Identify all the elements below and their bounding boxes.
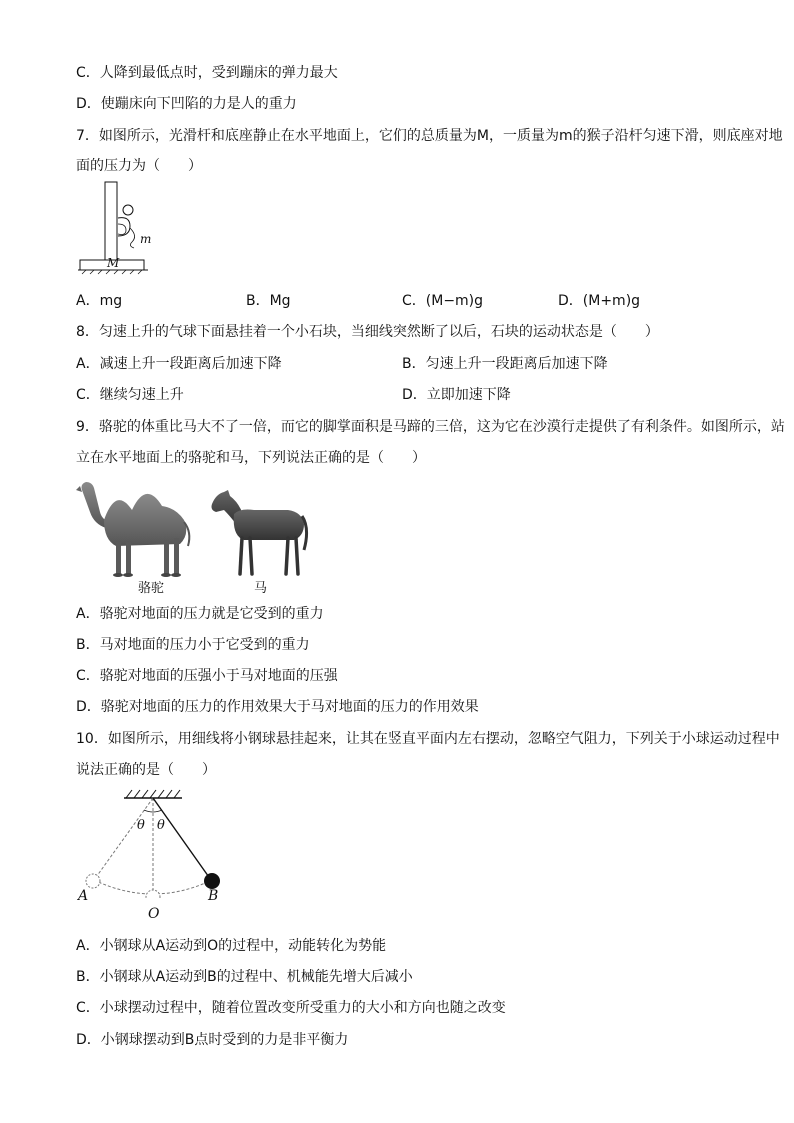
q7-option-b: B．Mg bbox=[246, 293, 291, 309]
q8-options-row2 bbox=[76, 385, 780, 405]
q9-stem-line2: 立在水平地面上的骆驼和马，下列说法正确的是（ ） bbox=[76, 450, 426, 466]
q10-fig-label-a: A bbox=[78, 888, 89, 904]
q7-options bbox=[76, 291, 780, 311]
q8-option-a: A．减速上升一段距离后加速下降 bbox=[76, 356, 282, 372]
q8-option-b: B．匀速上升一段距离后加速下降 bbox=[402, 356, 608, 372]
q10-stem-line1: 10．如图所示，用细线将小钢球悬挂起来，让其在竖直平面内左右摆动，忽略空气阻力，下列关于小球运动过程中 bbox=[76, 731, 780, 747]
q7-option-d: D．(M+m)g bbox=[558, 293, 641, 309]
q7-stem-line1: 7．如图所示，光滑杆和底座静止在水平地面上，它们的总质量为M，一质量为m的猴子沿杆匀速下滑，则底座对地 bbox=[76, 128, 783, 144]
q7-option-a: A．mg bbox=[76, 293, 123, 309]
q8-stem: 8．匀速上升的气球下面悬挂着一个小石块，当细线突然断了以后，石块的运动状态是（ ） bbox=[76, 324, 659, 340]
q8-option-d: D．立即加速下降 bbox=[402, 387, 511, 403]
q9-horse-image bbox=[210, 488, 310, 580]
q9-stem-line1: 9．骆驼的体重比马大不了一倍，而它的脚掌面积是马蹄的三倍，这为它在沙漠行走提供了有利条件。如图所示，站 bbox=[76, 419, 785, 435]
q10-option-b: B．小钢球从A运动到B的过程中、机械能先增大后减小 bbox=[76, 969, 413, 985]
q10-option-d: D．小钢球摆动到B点时受到的力是非平衡力 bbox=[76, 1032, 349, 1048]
q7-fig-label-m: m bbox=[140, 232, 152, 246]
q9-option-c: C．骆驼对地面的压强小于马对地面的压强 bbox=[76, 668, 338, 684]
q10-stem-line2: 说法正确的是（ ） bbox=[76, 762, 216, 778]
q9-option-b: B．马对地面的压力小于它受到的重力 bbox=[76, 637, 310, 653]
q10-fig-label-o: O bbox=[148, 906, 160, 922]
q9-option-a: A．骆驼对地面的压力就是它受到的重力 bbox=[76, 606, 324, 622]
q7-fig-label-M: M bbox=[107, 256, 120, 270]
q7-stem-line2: 面的压力为（ ） bbox=[76, 158, 202, 174]
q10-fig-label-theta-left: θ bbox=[137, 818, 145, 833]
q10-option-a: A．小钢球从A运动到O的过程中，动能转化为势能 bbox=[76, 938, 387, 954]
q9-fig-label-horse: 马 bbox=[254, 581, 268, 596]
q10-fig-label-b: B bbox=[208, 888, 219, 904]
q6-option-c: C．人降到最低点时，受到蹦床的弹力最大 bbox=[76, 65, 338, 81]
q9-fig-label-camel: 骆驼 bbox=[138, 581, 165, 596]
q9-camel-image bbox=[76, 476, 200, 580]
q8-options-row1 bbox=[76, 354, 780, 374]
q10-option-c: C．小球摆动过程中，随着位置改变所受重力的大小和方向也随之改变 bbox=[76, 1000, 506, 1016]
q9-option-d: D．骆驼对地面的压力的作用效果大于马对地面的压力的作用效果 bbox=[76, 699, 479, 715]
q10-fig-label-theta-right: θ bbox=[157, 818, 165, 833]
q8-option-c: C．继续匀速上升 bbox=[76, 387, 184, 403]
q7-option-c: C．(M−m)g bbox=[402, 293, 484, 309]
q10-pendulum-figure bbox=[74, 786, 234, 898]
q6-option-d: D．使蹦床向下凹陷的力是人的重力 bbox=[76, 96, 297, 112]
